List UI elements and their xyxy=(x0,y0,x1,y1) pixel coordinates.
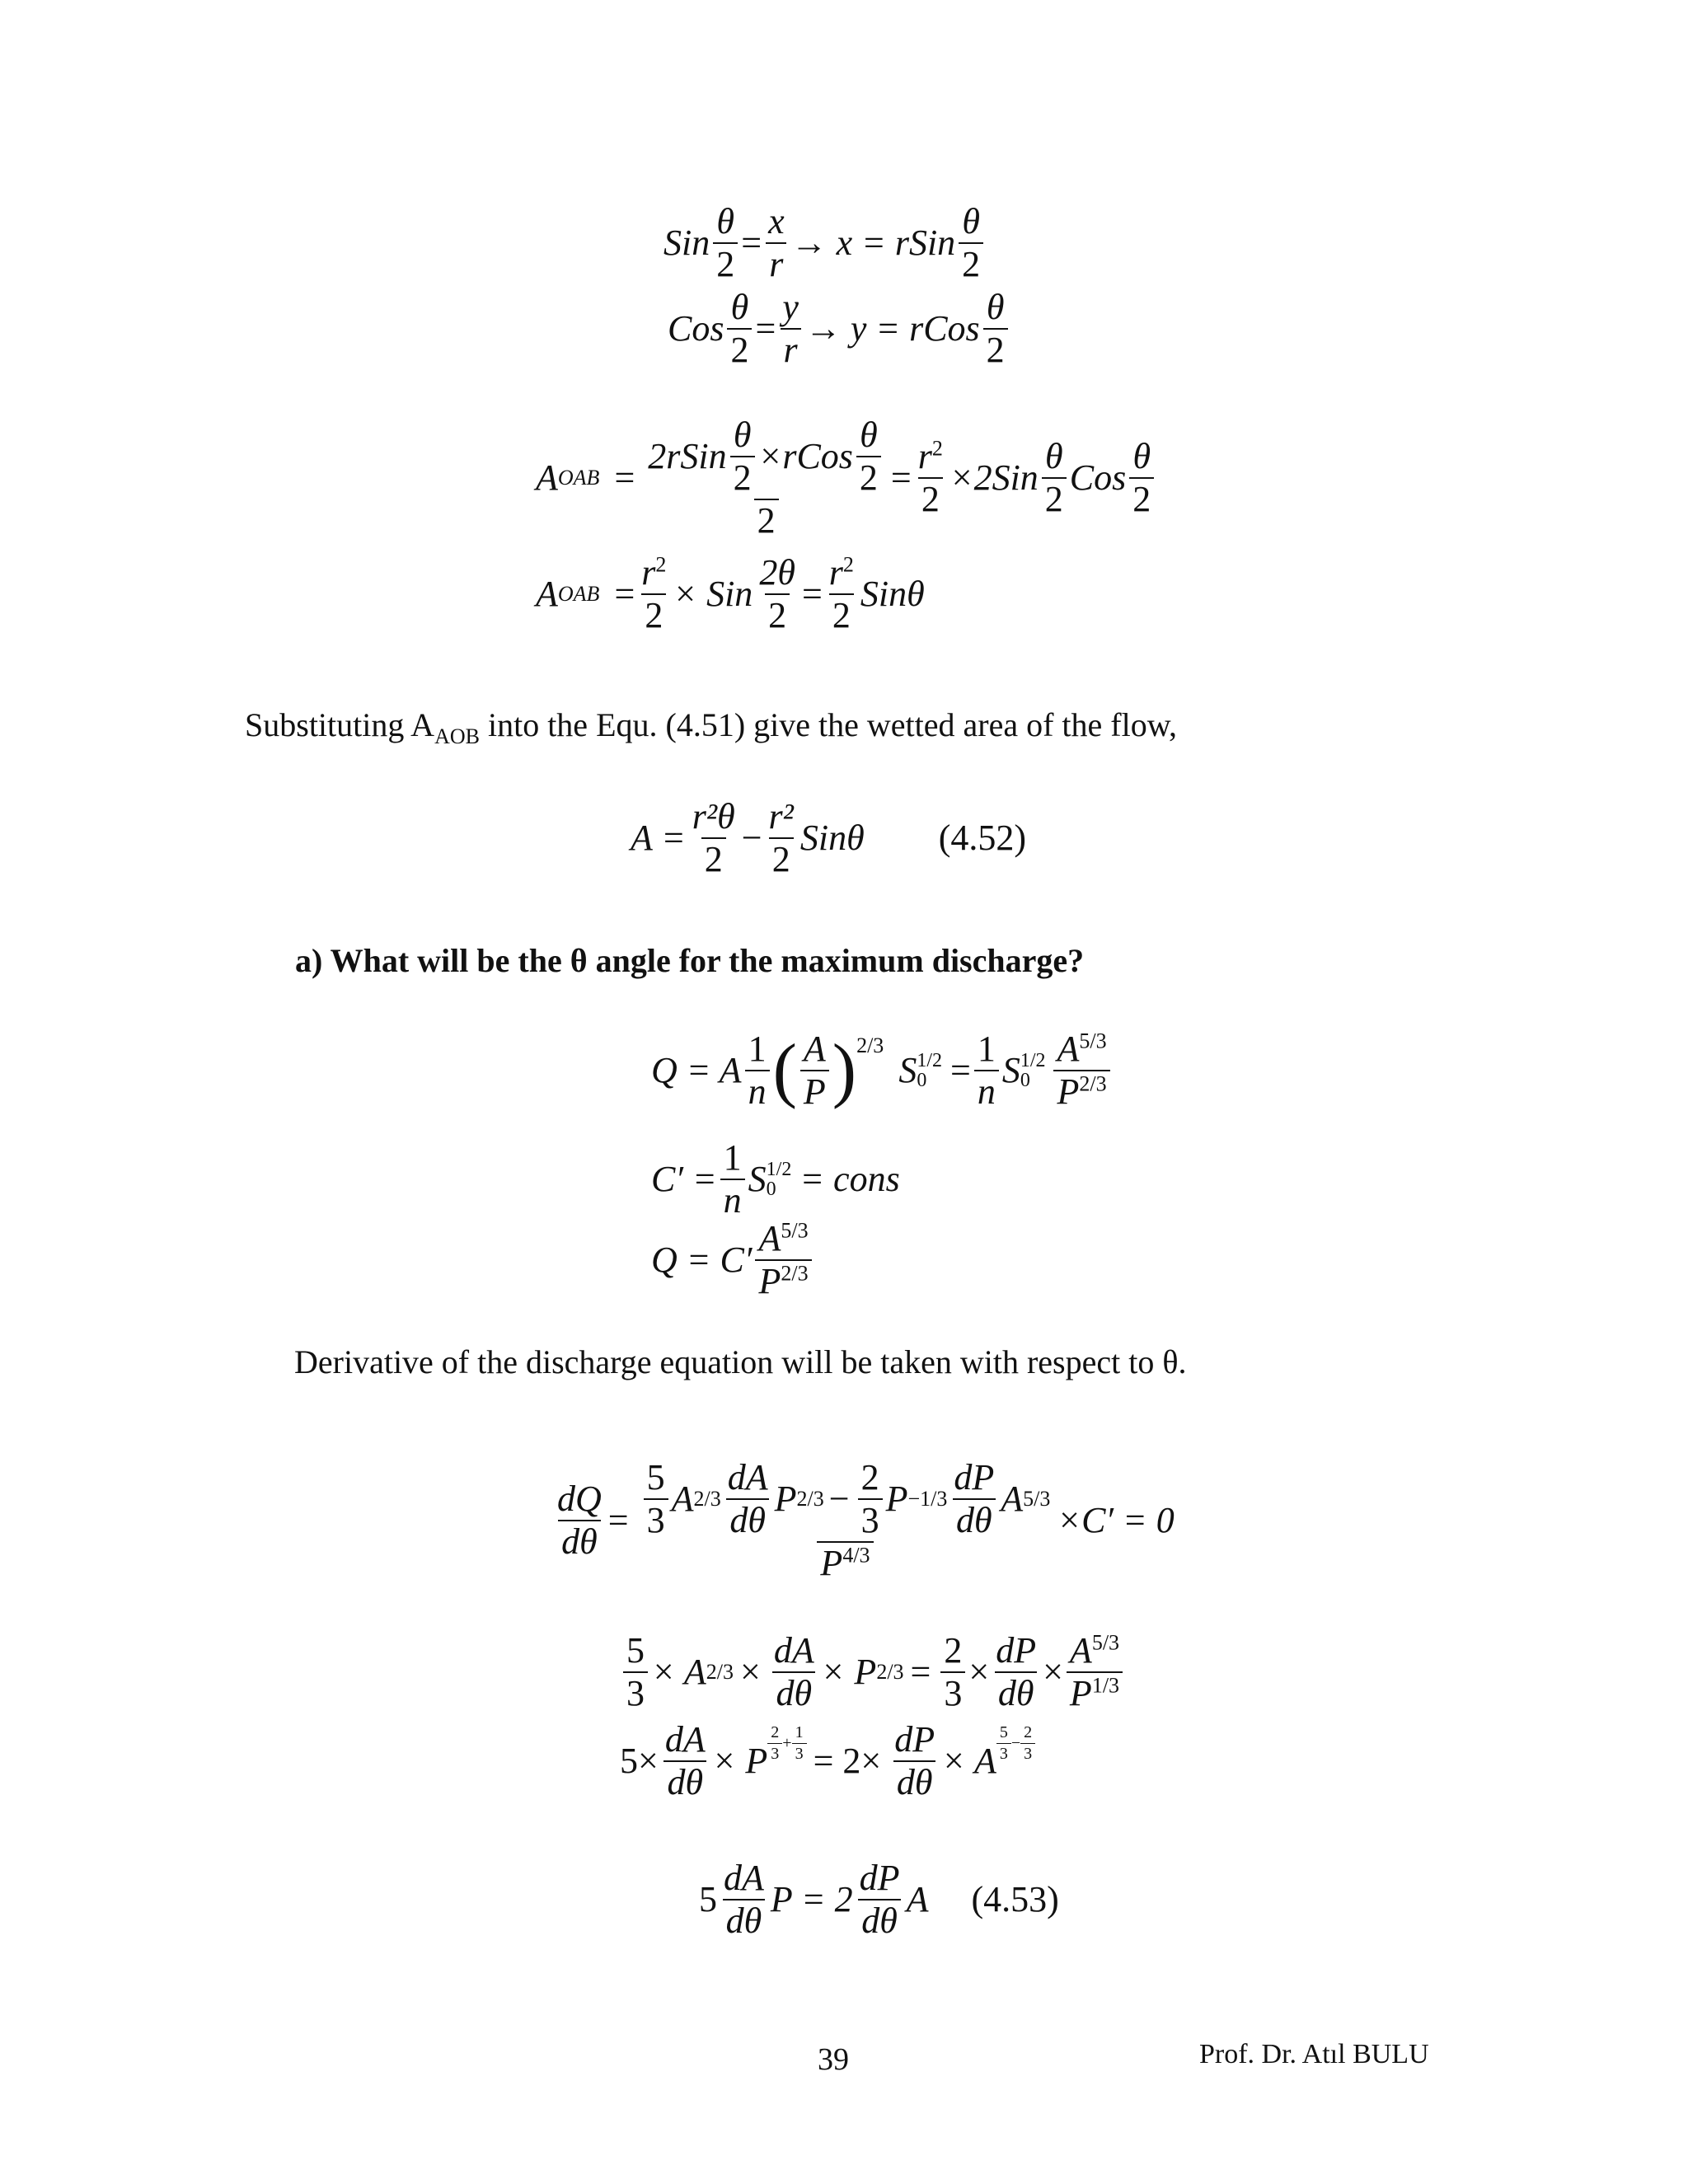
equation-sin: Sin $\frac{\theta}{2}$ = $\frac{x}{r}$ → x = rSin $\frac{\theta}{2}$ xyxy=(663,203,987,284)
equation-q-c-prime: Q = C′ $\frac{A^{5/3}}{P^{2/3}}$ xyxy=(651,1220,815,1301)
equation-manning-q: Q = A $\frac{1}{n}$ ( $\frac{A}{P}$ ) $^{2/3}$ S 1/2 0 = $\frac{1}{n}$ S 1/2 0 $\frac{A^{5/3}}{P^{2/3}}$ xyxy=(651,1030,1114,1111)
equation-tag-4-52: (4.52) xyxy=(938,818,1027,859)
equation-dq-dtheta: $\frac{dQ}{d\theta}$ = $\frac{5}{3}$ A 2/3 $\frac{dA}{d\theta}$ P 2/3 − $\frac{2}{3}$ P −1/3 $\frac{dP}{d\theta}$ A 5/3 $P^{4/3}$ ×C′ = 0 xyxy=(557,1457,1175,1584)
equation-tag-4-53: (4.53) xyxy=(971,1879,1059,1920)
equation-cos: Cos $\frac{\theta}{2}$ = $\frac{y}{r}$ → y = rCos $\frac{\theta}{2}$ xyxy=(668,288,1011,369)
equation-area-2: A OAB = $\frac{r^2}{2}$ × Sin $\frac{2\theta}{2}$ = $\frac{r^2}{2}$ Sinθ xyxy=(536,552,925,636)
paragraph-substitution: Substituting $A_{AOB}$ into the Equ. (4.51) give the wetted area of the flow, xyxy=(245,706,1177,748)
page-number: 39 xyxy=(818,2042,849,2077)
equation-c-prime: C′ = $\frac{1}{n}$ S 1/2 0 = cons xyxy=(651,1137,900,1221)
eq-sin-lhs: Sin xyxy=(663,223,710,264)
question-heading: a) What will be the θ angle for the maximum discharge? xyxy=(295,942,1085,979)
equation-4-53: 5 $\frac{dA}{d\theta}$ P = 2 $\frac{dP}{d\theta}$ A (4.53) xyxy=(699,1858,1059,1942)
equation-4-52: A = $\frac{\text{r²θ}}{2}$ − $\frac{\text{r²}}{2}$ Sinθ (4.52) xyxy=(631,796,1027,880)
equation-step-2: 5× $\frac{dA}{d\theta}$ × P $\frac{2}{3}$ + $\frac{1}{3}$ = 2× $\frac{dP}{d\theta}$ × A $\frac{5}{3}$ − $\frac{2}{3}$ xyxy=(620,1721,1035,1802)
footer-author: Prof. Dr. Atıl BULU xyxy=(1199,2039,1429,2069)
equation-area-1: A OAB = 2rSin $\frac{\theta}{2}$ ×rCos $\frac{\theta}{2}$ 2 = $\frac{r^2}{2}$ ×2Sin $\frac{\theta}{2}$ Cos $\frac{\theta}{2}$ xyxy=(536,416,1157,541)
paragraph-derivative: Derivative of the discharge equation will be taken with respect to θ. xyxy=(294,1343,1187,1380)
equation-step-1: $\frac{5}{3}$ × A 2/3 × $\frac{dA}{d\theta}$ × P 2/3 = $\frac{2}{3}$ × $\frac{dP}{d\theta}$ × $\frac{A^{5/3}}{P^{1/3}}$ xyxy=(620,1632,1126,1713)
